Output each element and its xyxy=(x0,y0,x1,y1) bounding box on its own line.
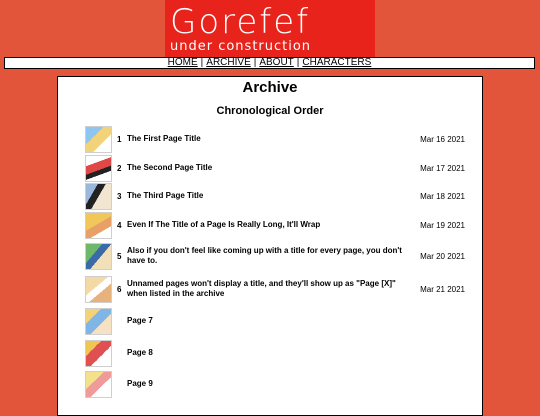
page-title-link[interactable]: Page 8 xyxy=(127,348,153,357)
page-thumbnail[interactable] xyxy=(85,155,112,182)
page-thumbnail[interactable] xyxy=(85,212,112,239)
page-thumbnail[interactable] xyxy=(85,308,112,335)
page-date: Mar 20 2021 xyxy=(420,251,465,261)
page-date: Mar 19 2021 xyxy=(420,220,465,230)
page-title-link[interactable]: Page 7 xyxy=(127,316,153,325)
page-date: Mar 17 2021 xyxy=(420,163,465,173)
page-number: 5 xyxy=(117,251,122,261)
page-number: 4 xyxy=(117,220,122,230)
page-thumbnail[interactable] xyxy=(85,243,112,270)
archive-row[interactable] xyxy=(85,125,465,153)
page-title-link[interactable]: Unnamed pages won't display a title, and they'll show up as "Page [X]" when listed in the archive xyxy=(127,279,396,298)
archive-row[interactable] xyxy=(85,154,465,182)
page-title-link[interactable]: Page 9 xyxy=(127,379,153,388)
page-thumbnail[interactable] xyxy=(85,126,112,153)
archive-row[interactable] xyxy=(85,370,465,398)
archive-row[interactable] xyxy=(85,242,465,270)
page-title-link[interactable]: The Second Page Title xyxy=(127,163,213,172)
nav-separator: | xyxy=(200,57,204,68)
nav-link-home[interactable]: HOME xyxy=(167,57,198,68)
page-number: 1 xyxy=(117,134,122,144)
archive-panel xyxy=(57,76,483,416)
nav-link-characters[interactable]: CHARACTERS xyxy=(302,57,372,68)
page-thumbnail[interactable] xyxy=(85,371,112,398)
logo-subtitle: under construction xyxy=(170,39,312,54)
nav-separator: | xyxy=(253,57,257,68)
site-logo[interactable] xyxy=(165,0,375,57)
logo-title: Gorefef xyxy=(170,2,311,42)
page-number: 6 xyxy=(117,284,122,294)
page-thumbnail[interactable] xyxy=(85,183,112,210)
page-number: 3 xyxy=(117,191,122,201)
page-thumbnail[interactable] xyxy=(85,276,112,303)
archive-row[interactable] xyxy=(85,182,465,210)
page-title: Archive xyxy=(242,79,298,96)
archive-row[interactable] xyxy=(85,275,465,303)
page-title-link[interactable]: The Third Page Title xyxy=(127,191,204,200)
page-title-link[interactable]: Even If The Title of a Page Is Really Long, It'll Wrap xyxy=(127,220,321,229)
archive-row[interactable] xyxy=(85,307,465,335)
nav-separator: | xyxy=(296,57,300,68)
nav-link-about[interactable]: ABOUT xyxy=(259,57,294,68)
page-date: Mar 21 2021 xyxy=(420,284,465,294)
nav-bar xyxy=(4,57,535,69)
page-number: 2 xyxy=(117,163,122,173)
page-thumbnail[interactable] xyxy=(85,340,112,367)
page-title-link[interactable]: Also if you don't feel like coming up with a title for every page, you don't have to. xyxy=(127,246,402,265)
nav-link-archive[interactable]: ARCHIVE xyxy=(206,57,251,68)
archive-subheading: Chronological Order xyxy=(216,105,324,117)
archive-row[interactable] xyxy=(85,211,465,239)
page-date: Mar 16 2021 xyxy=(420,134,465,144)
archive-row[interactable] xyxy=(85,339,465,367)
page-title-link[interactable]: The First Page Title xyxy=(127,134,201,143)
page-date: Mar 18 2021 xyxy=(420,191,465,201)
